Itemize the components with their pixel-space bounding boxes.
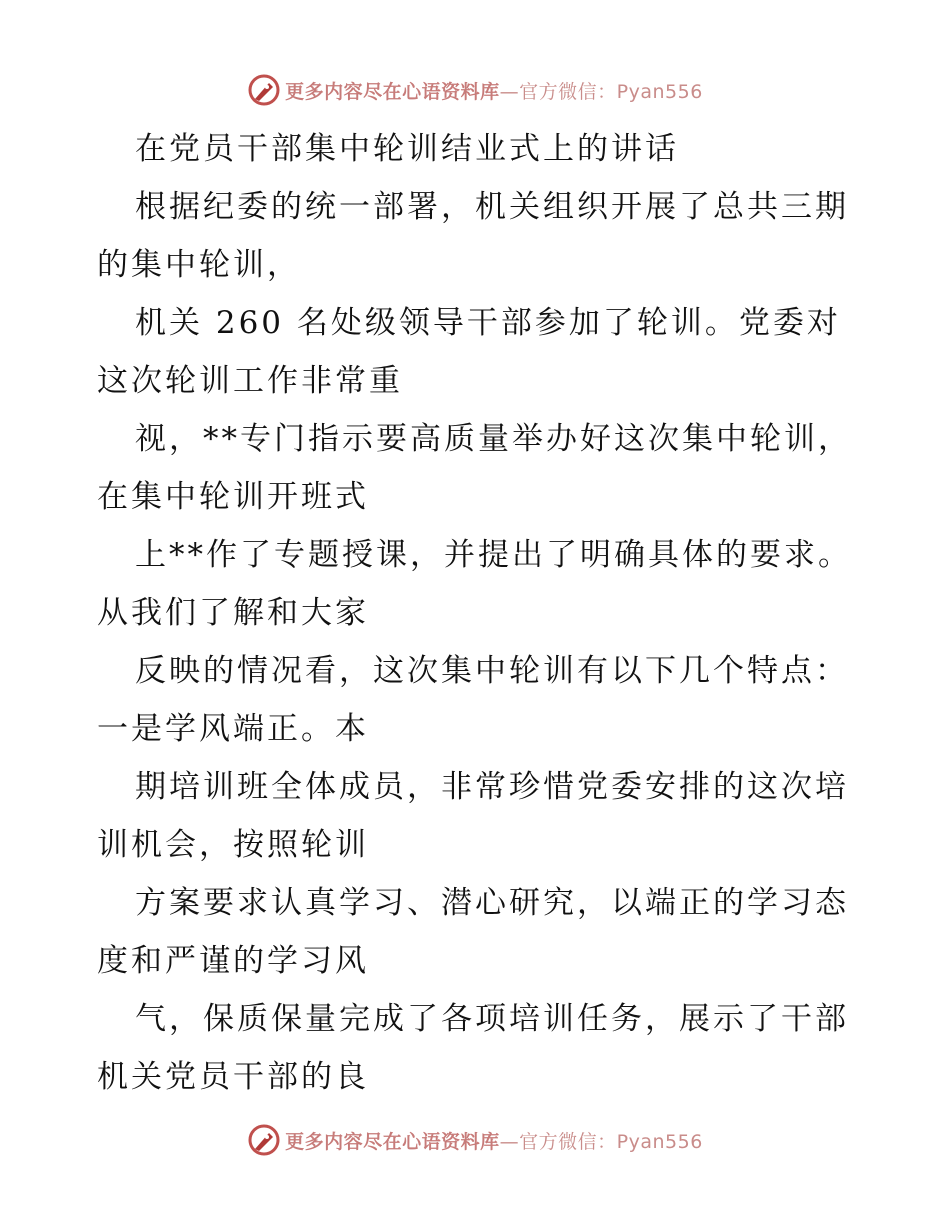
paragraph-line: 反映的情况看，这次集中轮训有以下几个特点： <box>135 653 849 689</box>
paragraph-line: 上**作了专题授课，并提出了明确具体的要求。 <box>135 537 852 573</box>
paragraph-line: 一是学风端正。本 <box>97 711 369 747</box>
banner-main-text: 更多内容尽在心语资料库 <box>285 80 500 103</box>
pen-nib-icon <box>247 1123 281 1157</box>
paragraph-line: 这次轮训工作非常重 <box>97 363 403 399</box>
document-body <box>97 120 857 1106</box>
banner-main-text: 更多内容尽在心语资料库 <box>285 1130 500 1153</box>
paragraph-line: 训机会，按照轮训 <box>97 827 369 863</box>
banner-text <box>285 77 703 104</box>
paragraph-line: 期培训班全体成员，非常珍惜党委安排的这次培 <box>135 769 849 805</box>
footer-banner <box>0 1120 950 1160</box>
paragraph-line: 从我们了解和大家 <box>97 595 369 631</box>
paragraph-line: 机关党员干部的良 <box>97 1059 369 1095</box>
paragraph-line: 在集中轮训开班式 <box>97 479 369 515</box>
paragraph-line: 气，保质保量完成了各项培训任务，展示了干部 <box>135 1001 849 1037</box>
paragraph-line: 视，**专门指示要高质量举办好这次集中轮训， <box>135 421 852 457</box>
paragraph-line: 机关 260 名处级领导干部参加了轮训。党委对 <box>135 305 841 341</box>
banner-wechat-text: —官方微信：Pyan556 <box>499 1130 703 1153</box>
document-title: 在党员干部集中轮训结业式上的讲话 <box>135 131 679 167</box>
paragraph-line: 根据纪委的统一部署，机关组织开展了总共三期 <box>135 189 849 225</box>
banner-text <box>285 1127 703 1154</box>
pen-nib-icon <box>247 73 281 107</box>
paragraph-line: 度和严谨的学习风 <box>97 943 369 979</box>
header-banner <box>0 70 950 110</box>
banner-wechat-text: —官方微信：Pyan556 <box>499 80 703 103</box>
paragraph-line: 方案要求认真学习、潜心研究，以端正的学习态 <box>135 885 849 921</box>
paragraph-line: 的集中轮训， <box>97 247 301 283</box>
